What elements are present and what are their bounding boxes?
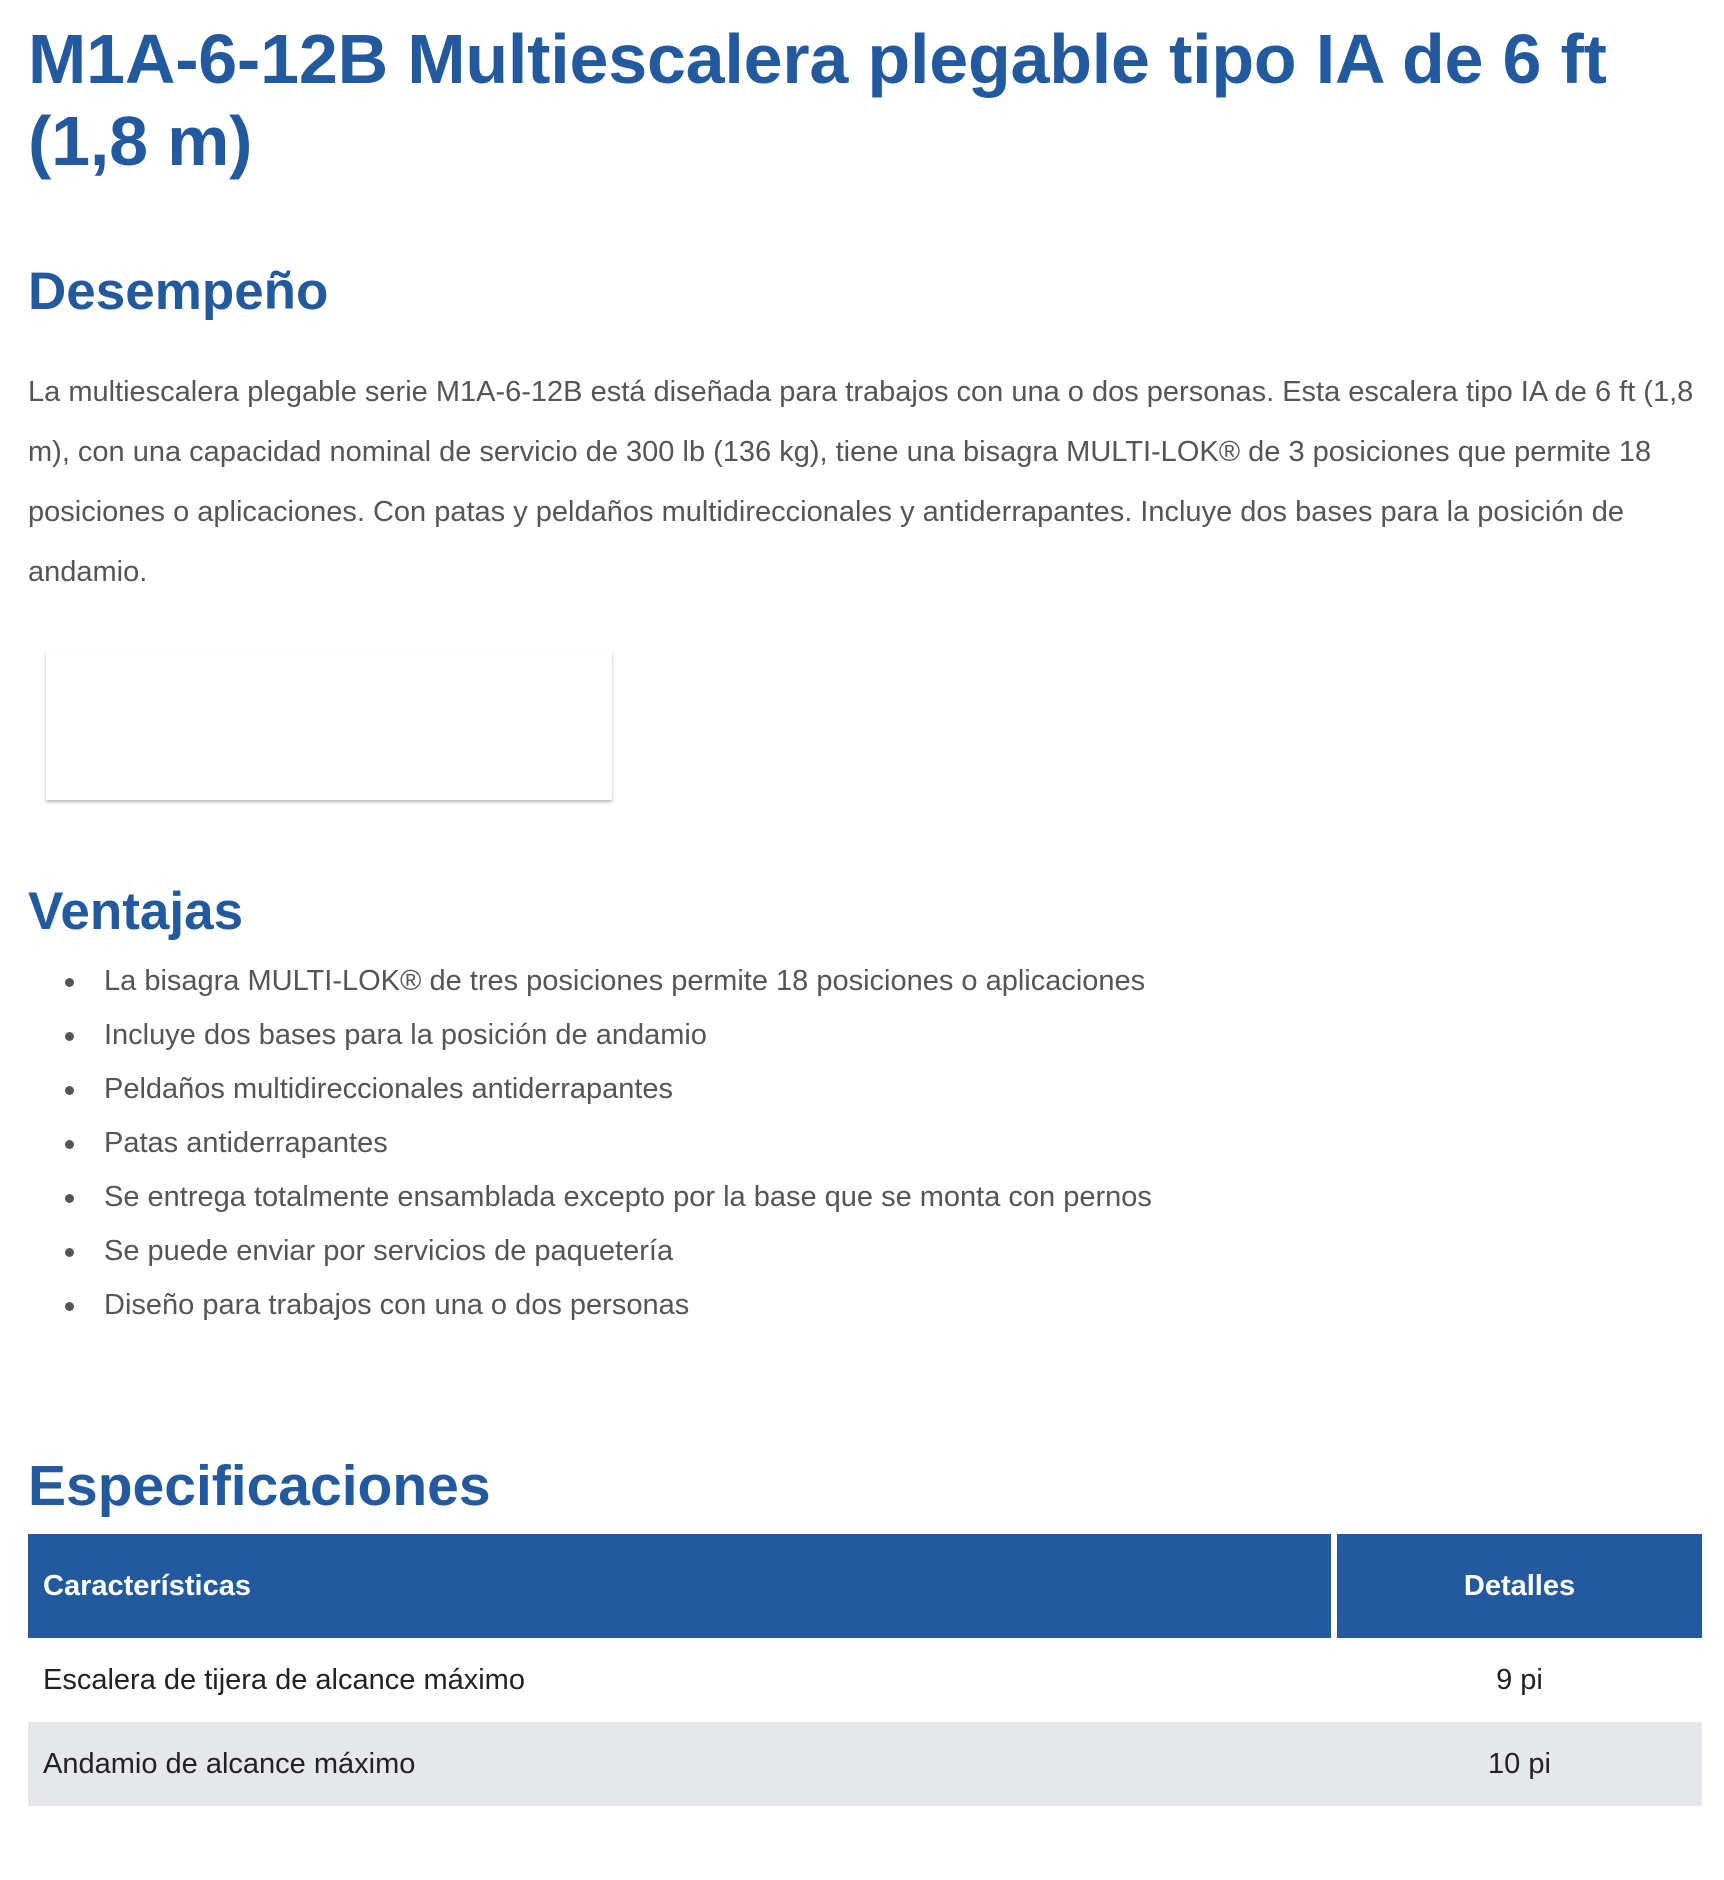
advantage-text: Peldaños multidireccionales antiderrapantes [104,1073,674,1105]
column-header-details: Detalles [1337,1534,1702,1638]
bullet-icon [65,1248,74,1257]
advantage-text: Se puede enviar por servicios de paquetería [104,1235,674,1267]
column-header-features: Características [28,1534,1337,1638]
list-item [104,1116,1704,1170]
advantage-text: La bisagra MULTI-LOK® de tres posiciones permite 18 posiciones o aplicaciones [104,965,1146,997]
table-cell-detail: 9 pi [1496,1663,1543,1696]
specifications-table [28,1534,1702,1806]
list-item [104,1170,1704,1224]
table-header-row [28,1534,1702,1638]
table-cell-detail: 10 pi [1337,1722,1702,1806]
bullet-icon [65,1302,74,1311]
table-cell-feature: Andamio de alcance máximo [28,1722,1337,1806]
list-item [104,1062,1704,1116]
page-title: M1A-6-12B Multiescalera plegable tipo IA de 6 ft (1,8 m) [28,20,1607,180]
advantage-text: Diseño para trabajos con una o dos personas [104,1289,690,1321]
performance-heading: Desempeño [28,262,329,321]
bullet-icon [65,978,74,987]
table-row [28,1638,1702,1722]
page-content [28,0,1704,1806]
list-item [104,1224,1704,1278]
advantage-text: Se entrega totalmente ensamblada excepto por la base que se monta con pernos [104,1181,1152,1213]
list-item [104,1278,1704,1332]
table-row [28,1722,1702,1806]
bullet-icon [65,1032,74,1041]
product-image-placeholder [46,652,612,800]
bullet-icon [65,1086,74,1095]
advantage-text: Patas antiderrapantes [104,1127,388,1159]
table-cell-feature: Escalera de tijera de alcance máximo [43,1663,525,1696]
bullet-icon [65,1140,74,1149]
bullet-icon [65,1194,74,1203]
advantage-text: Incluye dos bases para la posición de andamio [104,1019,707,1051]
specifications-heading: Especificaciones [28,1454,491,1518]
advantages-list [28,954,1704,1332]
performance-description: La multiescalera plegable serie M1A-6-12B está diseñada para trabajos con una o dos personas. Esta escalera tipo IA de 6 ft (1,8 m), con una capacidad nominal de servicio de 300 lb (136 kg), tiene una bisagra MULTI-LOK® de 3 posiciones que permite 18 posiciones o aplicaciones. Con patas y peldaños multidireccionales y antiderrapantes. Incluye dos bases para la posición de andamio. [28,376,1694,588]
list-item [104,954,1704,1008]
advantages-heading: Ventajas [28,882,244,941]
list-item [104,1008,1704,1062]
